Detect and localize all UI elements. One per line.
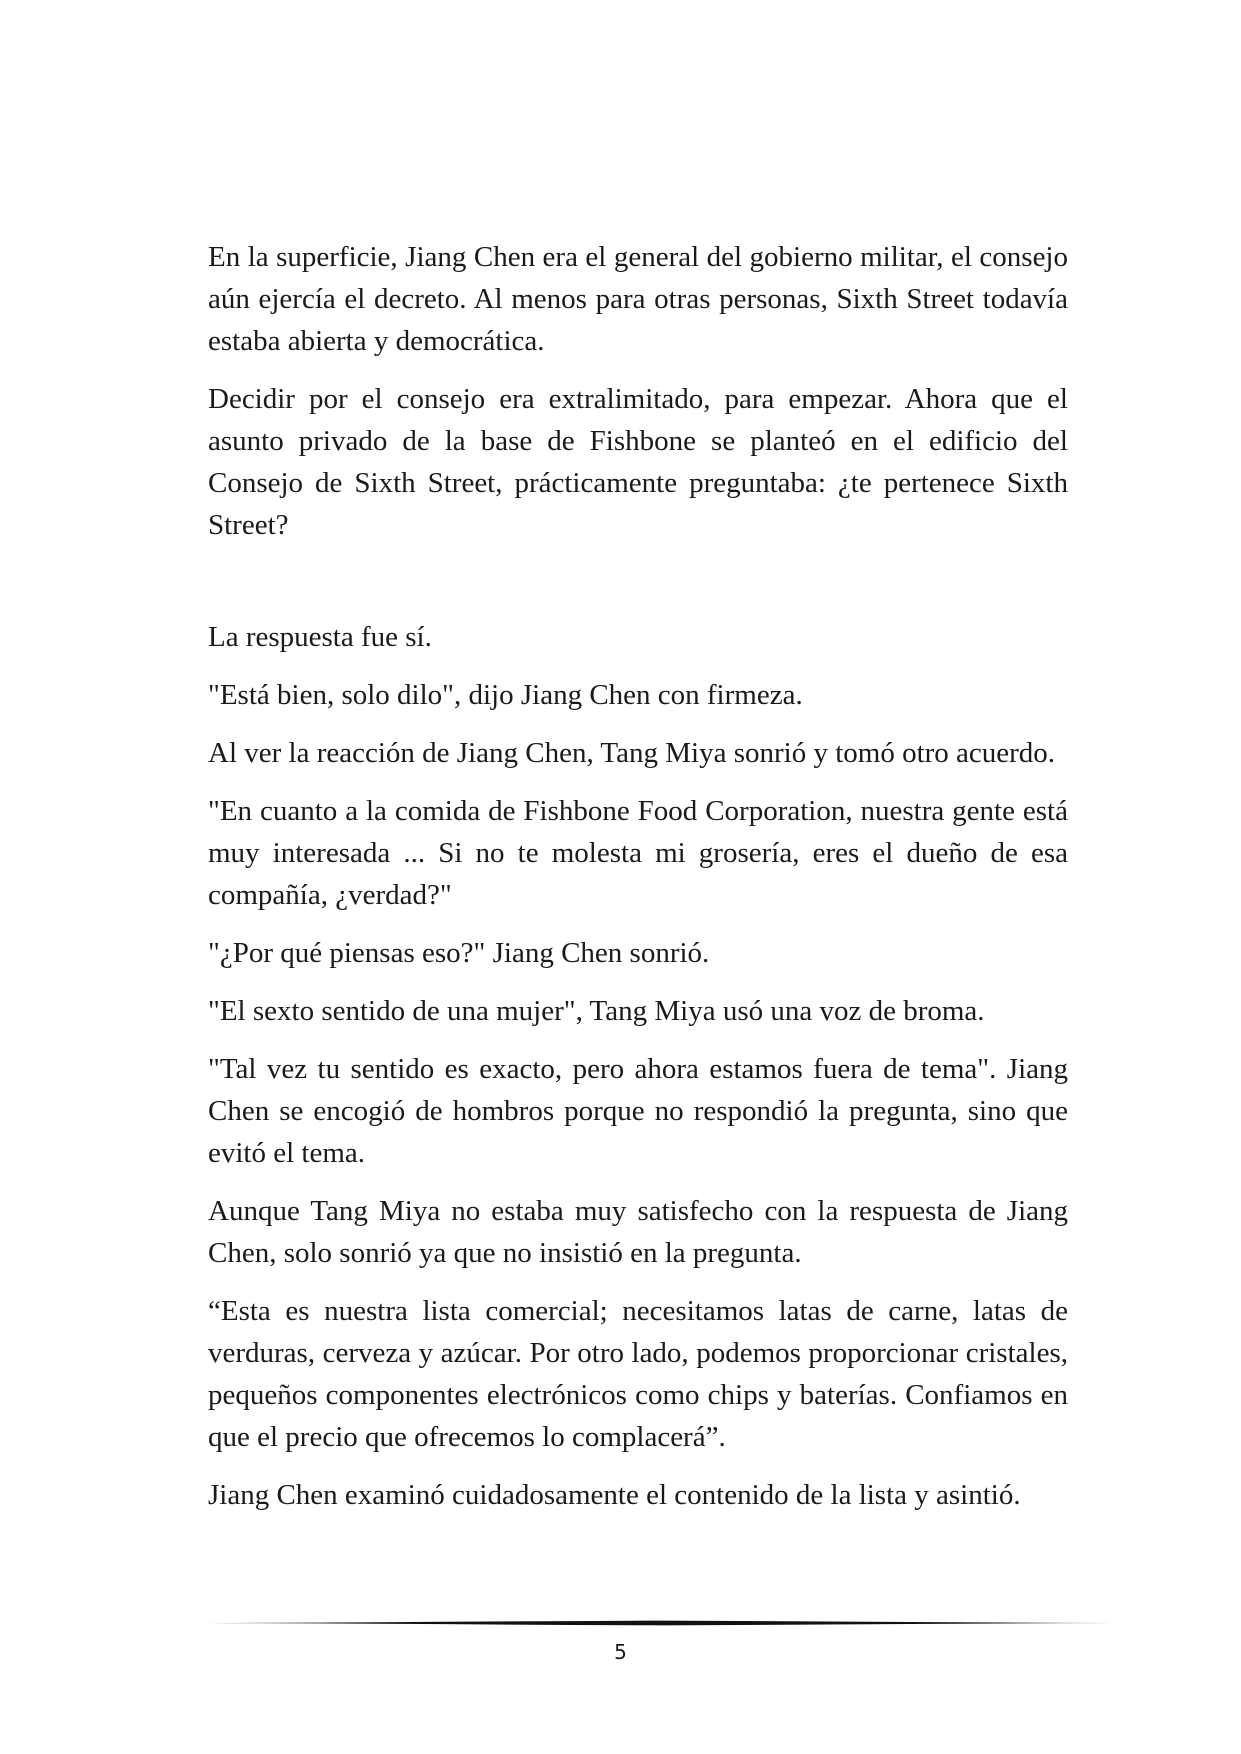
- paragraph-6: "En cuanto a la comida de Fishbone Food Corporation, nuestra gente está muy interesada ... Si no te molesta mi grosería, eres el dueño de esa compañía, ¿verdad?": [208, 795, 1068, 911]
- page-number: 5: [614, 1640, 627, 1664]
- paragraph-3: La respuesta fue sí.: [208, 621, 432, 653]
- paragraph-12: Jiang Chen examinó cuidadosamente el contenido de la lista y asintió.: [208, 1479, 1021, 1511]
- paragraph-11: “Esta es nuestra lista comercial; necesitamos latas de carne, latas de verduras, cerveza y azúcar. Por otro lado, podemos proporcionar cristales, pequeños componentes electrónicos como chips y baterías. Confiamos en que el precio que ofrecemos lo complacerá”.: [208, 1295, 1068, 1453]
- paragraph-7: "¿Por qué piensas eso?" Jiang Chen sonrió.: [208, 937, 710, 969]
- body-text: [208, 236, 1068, 1532]
- paragraph-1: En la superficie, Jiang Chen era el general del gobierno militar, el consejo aún ejercía el decreto. Al menos para otras personas, Sixth Street todavía estaba abierta y democrática.: [208, 241, 1068, 357]
- footer-divider: [208, 1618, 1114, 1628]
- paragraph-10: Aunque Tang Miya no estaba muy satisfecho con la respuesta de Jiang Chen, solo sonrió ya que no insistió en la pregunta.: [208, 1195, 1068, 1269]
- paragraph-8: "El sexto sentido de una mujer", Tang Miya usó una voz de broma.: [208, 995, 985, 1027]
- paragraph-5: Al ver la reacción de Jiang Chen, Tang Miya sonrió y tomó otro acuerdo.: [208, 737, 1056, 769]
- paragraph-2: Decidir por el consejo era extralimitado, para empezar. Ahora que el asunto privado de la base de Fishbone se planteó en el edificio del Consejo de Sixth Street, prácticamente preguntaba: ¿te pertenece Sixth Street?: [208, 383, 1068, 541]
- paragraph-9: "Tal vez tu sentido es exacto, pero ahora estamos fuera de tema". Jiang Chen se encogió de hombros porque no respondió la pregunta, sino que evitó el tema.: [208, 1053, 1068, 1169]
- paragraph-4: "Está bien, solo dilo", dijo Jiang Chen con firmeza.: [208, 679, 803, 711]
